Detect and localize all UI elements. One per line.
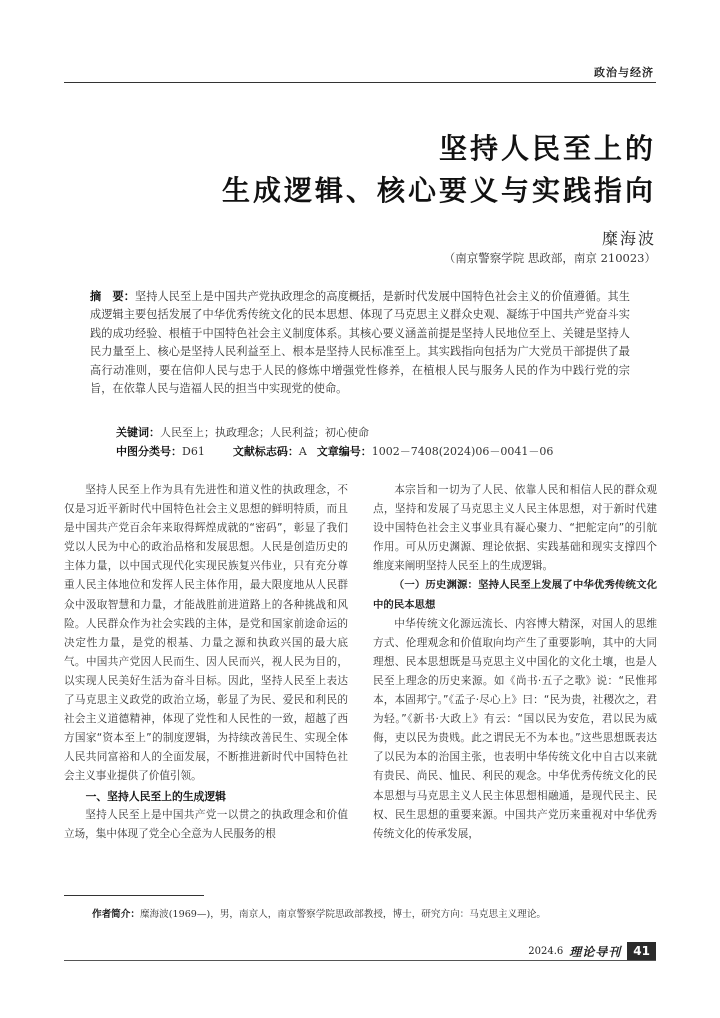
header-rule [64,82,656,83]
article-title [222,128,656,212]
footnote-label: 作者简介： [92,909,140,920]
body-paragraph: 坚持人民至上作为具有先进性和道义性的执政理念，不仅是习近平新时代中国特色社会主义思想的鲜明特质，而且是中国共产党百余年来取得辉煌成就的“密码”，彰显了我们党以人民为中心的政治品格和发展思想。人民是创造历史的主体力量，以中国式现代化实现民族复兴伟业，只有充分尊重人民主体地位和发挥人民主体作用，最大限度地从人民群众中汲取智慧和力量，才能战胜前进道路上的各种挑战和风险。人民群众作为社会实践的主体，是党和国家前途命运的决定性力量，是党的根基、力量之源和执政兴国的最大底气。中国共产党因人民而生、因人民而兴，视人民为目的，以实现人民美好生活为奋斗目标。因此，坚持人民至上表达了马克思主义政党的政治立场，彰显了为民、爱民和利民的社会主义道德精神，体现了党性和人民性的一致，超越了西方国家“资本至上”的制度逻辑，为持续改善民生、实现全体人民共同富裕和人的全面发展，不断推进新时代中国特色社会主义事业提供了价值引领。 [64,484,348,783]
footnote-text: 糜海波(1969—)，男，南京人，南京警察学院思政部教授，博士，研究方向：马克思主义理论。 [139,909,547,920]
page-footer [528,942,656,960]
section-heading: 一、坚持人民至上的生成逻辑 [85,789,226,803]
author-affiliation: （南京警察学院 思政部，南京 210023） [443,251,656,265]
issue-date: 2024.6 [528,945,564,957]
title-line-2: 生成逻辑、核心要义与实践指向 [221,174,656,207]
body-paragraph: 中华传统文化源远流长、内容博大精深，对国人的思维方式、伦理观念和价值取向均产生了重要影响，其中的大同理想、民本思想既是马克思主义中国化的文化土壤，也是人民至上理念的历史来源。如《尚书·五子之歌》说：“民惟邦本，本固邦宁。”《孟子·尽心上》曰：“民为贵，社稷次之，君为轻。”《新书·大政上》有云：“国以民为安危，君以民为威侮，吏以民为贵贱。此之谓民无不为本也。”这些思想既表达了以民为本的治国主张，也表明中华传统文化中自古以来就有贵民、尚民、恤民、利民的观念。中华优秀传统文化的民本思想与马克思主义人民主体思想相融通，是现代民主、民权、民生思想的重要来源。中国共产党历来重视对中华优秀传统文化的传承发展， [373,617,657,840]
clc-value: D61 [182,445,205,458]
author-name: 糜海波 [601,229,656,248]
doc-code-label: 文献标志码： [232,445,299,458]
subsection-heading: （一）历史渊源：坚持人民至上发展了中华优秀传统文化中的民本思想 [373,579,657,611]
journal-name: 理论导刊 [569,944,622,959]
clc-label: 中图分类号： [116,445,182,458]
body-column-right [373,481,657,844]
journal-section-header: 政治与经济 [594,66,654,79]
abstract-label: 摘 要： [90,290,136,303]
keywords [116,424,636,440]
body-column-left [64,481,348,844]
page-number: 41 [627,942,656,960]
keywords-label: 关键词： [116,426,160,439]
footnote-rule [64,895,204,896]
body-paragraph: 本宗旨和一切为了人民、依靠人民和相信人民的群众观点，坚持和发展了马克思主义人民主体思想，对于新时代建设中国特色社会主义事业具有凝心聚力、“把舵定向”的引航作用。可从历史渊源、理论依据、实践基础和现实支撑四个维度来阐明坚持人民至上的生成逻辑。 [373,484,657,573]
author-bio-footnote [92,906,652,920]
body-paragraph: 坚持人民至上是中国共产党一以贯之的执政理念和价值立场，集中体现了党全心全意为人民服务的根 [64,808,348,840]
doc-code-value: A [298,445,307,458]
footer-rule [64,960,656,961]
title-line-1: 坚持人民至上的 [438,132,656,165]
abstract-text: 坚持人民至上是中国共产党执政理念的高度概括，是新时代发展中国特色社会主义的价值遵循。其生成逻辑主要包括发展了中华优秀传统文化的民本思想、体现了马克思主义群众史观、凝练于中国共产党奋斗实践的成功经验、根植于中国特色社会主义制度体系。其核心要义涵盖前提是坚持人民地位至上、关键是坚持人民力量至上、核心是坚持人民利益至上、根本是坚持人民标准至上。其实践指向包括为广大党员干部提供了最高行动准则，要在信仰人民与忠于人民的修炼中增强党性修养，在植根人民与服务人民的作为中践行党的宗旨，在依靠人民与造福人民的担当中实现党的使命。 [90,290,630,396]
abstract [90,288,630,398]
keywords-text: 人民至上；执政理念；人民利益；初心使命 [160,426,369,439]
classification-line [116,443,636,459]
article-number-value: 1002－7408(2024)06－0041－06 [371,445,554,458]
article-number-label: 文章编号： [316,445,372,458]
